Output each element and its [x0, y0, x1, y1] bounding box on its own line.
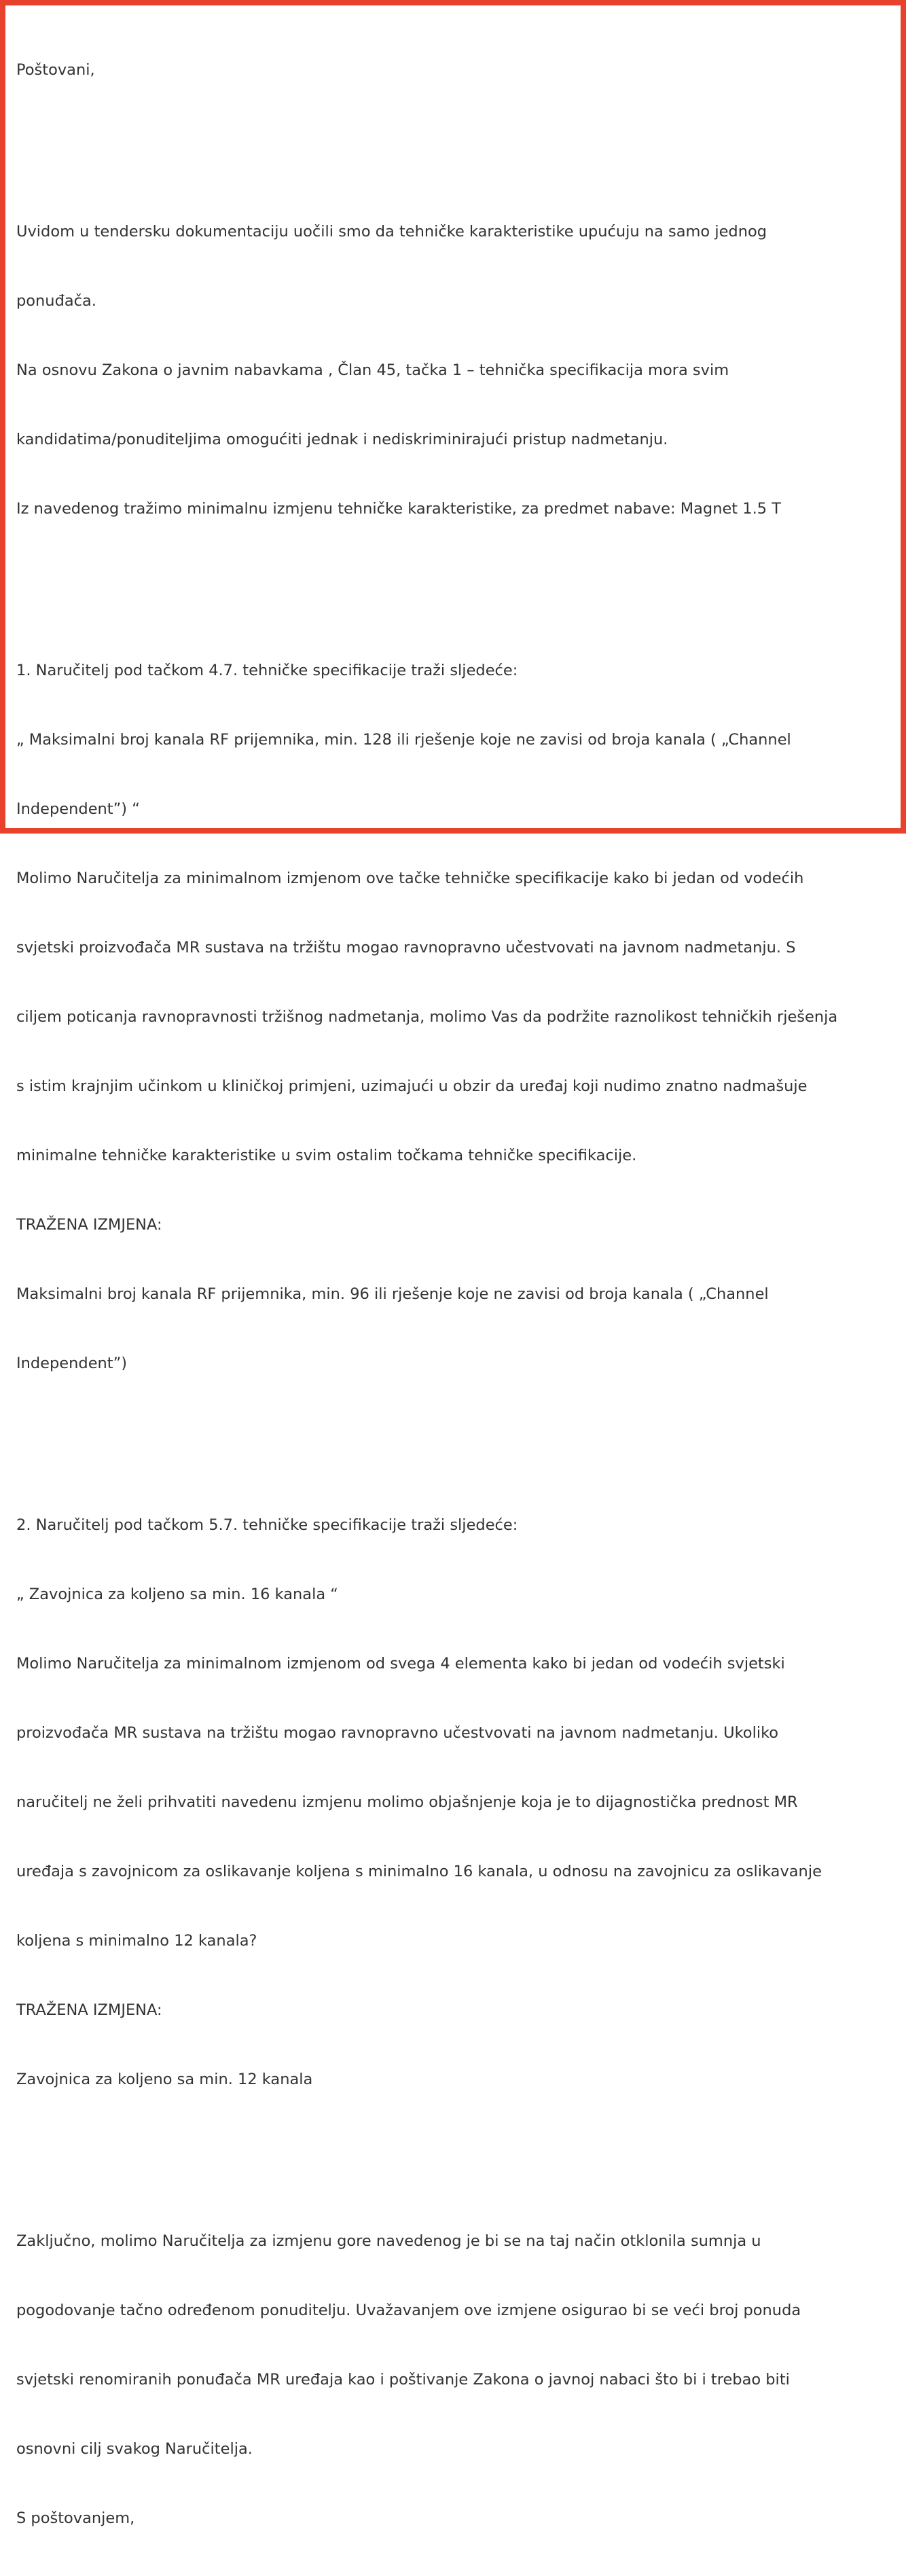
closing-line: osnovni cilj svakog Naručitelja.	[16, 2440, 253, 2458]
item1-line: Independent”) “	[16, 800, 140, 818]
closing-line: Zaključno, molimo Naručitelja za izmjenu gore navedenog je bi se na taj način otklonila sumnja u	[16, 2232, 761, 2250]
item2-line: koljena s minimalno 12 kanala?	[16, 1932, 257, 1950]
blank-line	[16, 2137, 901, 2160]
letter-body	[16, 12, 901, 2576]
greeting-line: Poštovani,	[16, 61, 95, 79]
blank-line	[16, 567, 901, 590]
item2-heading: 2. Naručitelj pod tačkom 5.7. tehničke specifikacije traži sljedeće:	[16, 1516, 518, 1534]
item1-line: minimalne tehničke karakteristike u svim ostalim točkama tehničke specifikacije.	[16, 1147, 637, 1164]
item1-line: „ Maksimalni broj kanala RF prijemnika, min. 128 ili rješenje koje ne zavisi od broja kanala ( „Channel	[16, 731, 791, 749]
item2-line: uređaja s zavojnicom za oslikavanje koljena s minimalno 16 kanala, u odnosu na zavojnicu za oslikavanje	[16, 1863, 822, 1880]
intro-line: Na osnovu Zakona o javnim nabavkama , Član 45, tačka 1 – tehnička specifikacija mora svim	[16, 361, 729, 379]
item1-line: Molimo Naručitelja za minimalnom izmjenom ove tačke tehničke specifikacije kako bi jedan od vodećih	[16, 870, 804, 887]
blank-line	[16, 1421, 901, 1444]
closing-line: svjetski renomiranih ponuđača MR uređaja kao i poštivanje Zakona o javnoj nabaci što bi i trebao biti	[16, 2371, 790, 2389]
item1-line: Independent”)	[16, 1355, 128, 1372]
intro-line: Uvidom u tendersku dokumentaciju uočili smo da tehničke karakteristike upućuju na samo jednog	[16, 223, 767, 240]
item2-line: Molimo Naručitelja za minimalnom izmjenom od svega 4 elementa kako bi jedan od vodećih svjetski	[16, 1655, 785, 1672]
item2-line: „ Zavojnica za koljeno sa min. 16 kanala “	[16, 1586, 338, 1603]
intro-line: kandidatima/ponuditeljima omogućiti jednak i nediskriminirajući pristup nadmetanju.	[16, 431, 668, 448]
intro-line: ponuđača.	[16, 292, 96, 310]
item1-line: svjetski proizvođača MR sustava na tržištu mogao ravnopravno učestvovati na javnom nadmetanju. S	[16, 939, 796, 956]
item1-line: s istim krajnjim učinkom u kliničkoj primjeni, uzimajući u obzir da uređaj koji nudimo znatno nadmašuje	[16, 1077, 808, 1095]
closing-line: pogodovanje tačno određenom ponuditelju. Uvažavanjem ove izmjene osigurao bi se veći broj ponuda	[16, 2302, 801, 2319]
blank-line	[16, 128, 901, 151]
item1-requested-change-label: TRAŽENA IZMJENA:	[16, 1216, 162, 1234]
signoff-line: S poštovanjem,	[16, 2509, 135, 2527]
item1-heading: 1. Naručitelj pod tačkom 4.7. tehničke specifikacije traži sljedeće:	[16, 662, 518, 679]
item2-line: proizvođača MR sustava na tržištu mogao ravnopravno učestvovati na javnom nadmetanju. Ukoliko	[16, 1724, 779, 1742]
intro-line: Iz navedenog tražimo minimalnu izmjenu tehničke karakteristike, za predmet nabave: Magnet 1.5 T	[16, 500, 781, 518]
item2-line: Zavojnica za koljeno sa min. 12 kanala	[16, 2071, 313, 2088]
item2-requested-change-label: TRAŽENA IZMJENA:	[16, 2001, 162, 2019]
item1-line: ciljem poticanja ravnopravnosti tržišnog nadmetanja, molimo Vas da podržite raznolikost tehničkih rješenja	[16, 1008, 838, 1026]
item2-line: naručitelj ne želi prihvatiti navedenu izmjenu molimo objašnjenje koja je to dijagnostička prednost MR	[16, 1793, 798, 1811]
item1-line: Maksimalni broj kanala RF prijemnika, min. 96 ili rješenje koje ne zavisi od broja kanala ( „Channel	[16, 1285, 769, 1303]
